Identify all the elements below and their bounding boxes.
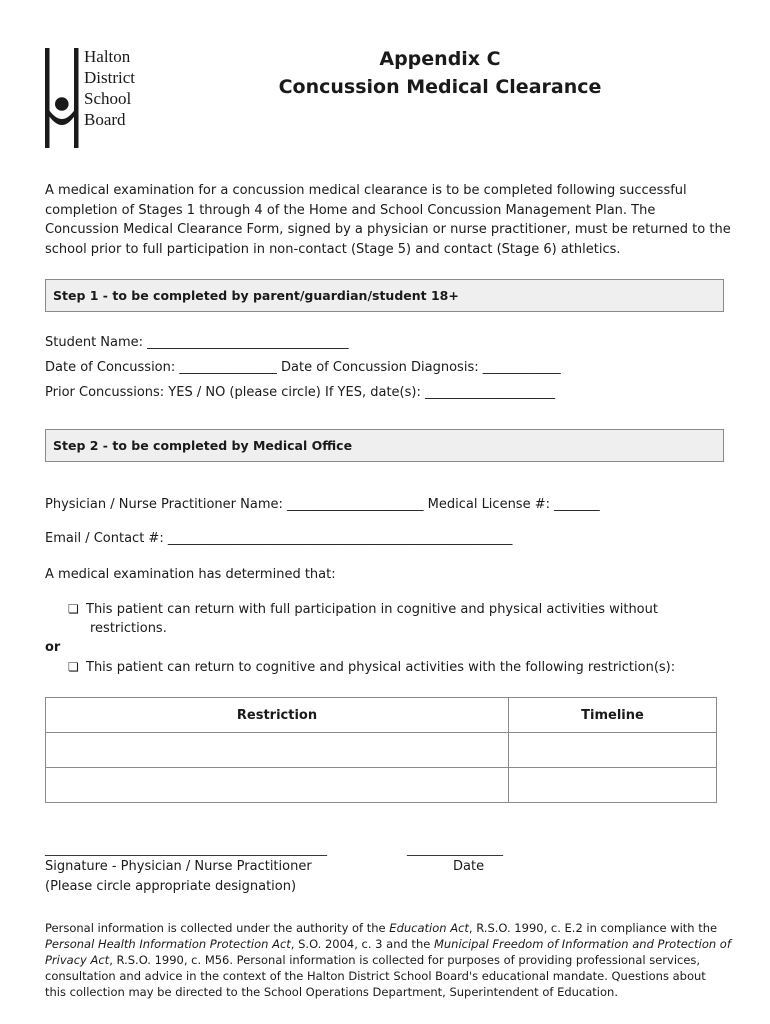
privacy-act-name: Personal Health Information Protection Act xyxy=(45,937,291,951)
restriction-cell[interactable] xyxy=(46,733,509,768)
signature-note: (Please circle appropriate designation) xyxy=(45,879,297,894)
logo-line-4: Board xyxy=(84,110,126,129)
intro-line: completion of Stages 1 through 4 of the Home and School Concussion Management Plan. The xyxy=(45,202,656,218)
date-line[interactable]: ________________ xyxy=(407,842,503,856)
header-timeline: Timeline xyxy=(509,698,717,733)
privacy-text: , S.O. 2004, c. 3 and the xyxy=(290,937,434,951)
physician-name-field[interactable]: Physician / Nurse Practitioner Name: _____________________ Medical License #: _______ xyxy=(45,497,600,512)
timeline-cell[interactable] xyxy=(509,733,717,768)
privacy-act-name: Privacy Act xyxy=(45,953,110,967)
privacy-line: consultation and advice in the context of the Halton District School Board's educational mandate. Questions about xyxy=(45,969,706,983)
option-full-participation[interactable] xyxy=(68,600,658,620)
date-label: Date xyxy=(453,859,485,874)
title-form: Concussion Medical Clearance xyxy=(278,76,602,98)
signature-label: Signature - Physician / Nurse Practitioner xyxy=(45,859,312,874)
intro-line: Concussion Medical Clearance Form, signed by a physician or nurse practitioner, must be returned to the xyxy=(45,222,731,237)
hdsb-logo xyxy=(44,46,154,150)
option1-text-cont: restrictions. xyxy=(90,621,167,636)
logo-line-1: Halton xyxy=(84,47,131,66)
student-name-field[interactable]: Student Name: _______________________________ xyxy=(45,335,349,350)
option1-text: This patient can return with full participation in cognitive and physical activities without xyxy=(86,602,658,617)
timeline-cell[interactable] xyxy=(509,768,717,803)
intro-paragraph xyxy=(45,181,735,259)
table-header-row xyxy=(46,698,717,733)
step2-heading: Step 2 - to be completed by Medical Office xyxy=(53,438,353,453)
checkbox-icon[interactable]: ❏ xyxy=(68,660,79,674)
privacy-line: this collection may be directed to the School Operations Department, Superintendent of Education. xyxy=(45,985,618,999)
step1-heading: Step 1 - to be completed by parent/guardian/student 18+ xyxy=(53,288,459,303)
table-row xyxy=(46,768,717,803)
privacy-text: , R.S.O. 1990, c. E.2 in compliance with the xyxy=(468,921,718,935)
step1-heading-box xyxy=(45,279,724,312)
hdsb-logo-mark-icon xyxy=(44,46,80,150)
email-contact-field[interactable]: Email / Contact #: _____________________________________________________ xyxy=(45,531,513,546)
logo-line-3: School xyxy=(84,89,132,108)
option2-text: This patient can return to cognitive and physical activities with the following restriction(s): xyxy=(86,660,676,675)
intro-line: school prior to full participation in non-contact (Stage 5) and contact (Stage 6) athletics. xyxy=(45,241,621,257)
privacy-line xyxy=(45,952,735,968)
privacy-text: , R.S.O. 1990, c. M56. Personal information is collected for purposes of providing professional services, xyxy=(109,953,701,967)
concussion-dates-field[interactable]: Date of Concussion: _______________ Date of Concussion Diagnosis: ____________ xyxy=(45,360,561,375)
checkbox-icon[interactable]: ❏ xyxy=(68,602,79,616)
privacy-act-name: Education Act xyxy=(389,921,469,935)
logo-wordmark xyxy=(84,46,135,130)
privacy-line xyxy=(45,920,735,936)
privacy-act-name: Municipal Freedom of Information and Protection of xyxy=(433,937,731,951)
privacy-line xyxy=(45,936,735,952)
privacy-text: Personal information is collected under the authority of the xyxy=(45,921,390,935)
restrictions-table xyxy=(45,697,717,803)
determined-statement: A medical examination has determined that: xyxy=(45,567,336,582)
title-appendix: Appendix C xyxy=(379,48,501,70)
signature-line[interactable]: _______________________________________________ xyxy=(45,842,327,856)
option-with-restrictions[interactable] xyxy=(68,658,675,678)
step2-heading-box xyxy=(45,429,724,462)
prior-concussions-field[interactable]: Prior Concussions: YES / NO (please circle) If YES, date(s): ____________________ xyxy=(45,385,555,400)
or-label: or xyxy=(45,640,61,655)
intro-line: A medical examination for a concussion medical clearance is to be completed following successful xyxy=(45,183,687,198)
restriction-cell[interactable] xyxy=(46,768,509,803)
table-row xyxy=(46,733,717,768)
logo-line-2: District xyxy=(84,68,135,87)
header-restriction: Restriction xyxy=(46,698,509,733)
privacy-notice xyxy=(45,920,735,1000)
